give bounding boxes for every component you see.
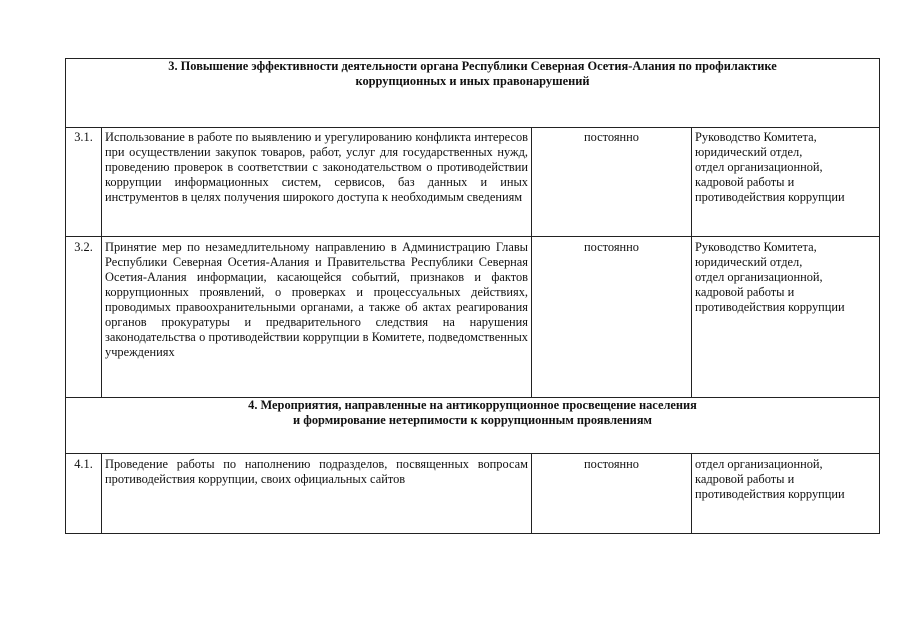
row-number: 3.1. xyxy=(66,128,102,237)
section-header-row xyxy=(66,398,880,454)
row-term: постоянно xyxy=(532,237,692,398)
table-row xyxy=(66,454,880,534)
row-responsible: отдел организационной, кадровой работы и противодействия коррупции xyxy=(692,454,880,534)
row-number: 4.1. xyxy=(66,454,102,534)
row-description: Проведение работы по наполнению подразделов, посвященных вопросам противодействия коррупции, своих официальных сайтов xyxy=(102,454,532,534)
section-title-line: коррупционных и иных правонарушений xyxy=(355,74,590,88)
section-title-line: и формирование нетерпимости к коррупционным проявлениям xyxy=(293,413,652,427)
row-description: Использование в работе по выявлению и урегулированию конфликта интересов при осуществлении закупок товаров, работ, услуг для государственных нужд, проведению проверок в соответствии с законодательством о противодействии коррупции информационных систем, сервисов, баз данных и иных инструментов в целях получения широкого доступа к необходимым сведениям xyxy=(102,128,532,237)
section-title-line: 4. Мероприятия, направленные на антикоррупционное просвещение населения xyxy=(248,398,697,412)
row-term: постоянно xyxy=(532,128,692,237)
row-number: 3.2. xyxy=(66,237,102,398)
section-title-line: 3. Повышение эффективности деятельности органа Республики Северная Осетия-Алания по профилактике xyxy=(168,59,777,73)
table-row xyxy=(66,128,880,237)
row-responsible: Руководство Комитета, юридический отдел, отдел организационной, кадровой работы и противодействия коррупции xyxy=(692,237,880,398)
row-responsible: Руководство Комитета, юридический отдел, отдел организационной, кадровой работы и противодействия коррупции xyxy=(692,128,880,237)
row-description: Принятие мер по незамедлительному направлению в Администрацию Главы Республики Северная Осетия-Алания и Правительства Республики Северная Осетия-Алания информации, касающейся событий, признаков и фактов коррупционных проявлений, о проверках и процессуальных действиях, проводимых правоохранительными органами, а также об актах реагирования органов прокуратуры и предварительного следствия на нарушения законодательства о противодействии коррупции в Комитете, подведомственных учреждениях xyxy=(102,237,532,398)
row-term: постоянно xyxy=(532,454,692,534)
plan-table xyxy=(65,58,880,534)
section-title xyxy=(66,398,880,454)
table-row xyxy=(66,237,880,398)
section-title xyxy=(66,59,880,128)
section-header-row xyxy=(66,59,880,128)
